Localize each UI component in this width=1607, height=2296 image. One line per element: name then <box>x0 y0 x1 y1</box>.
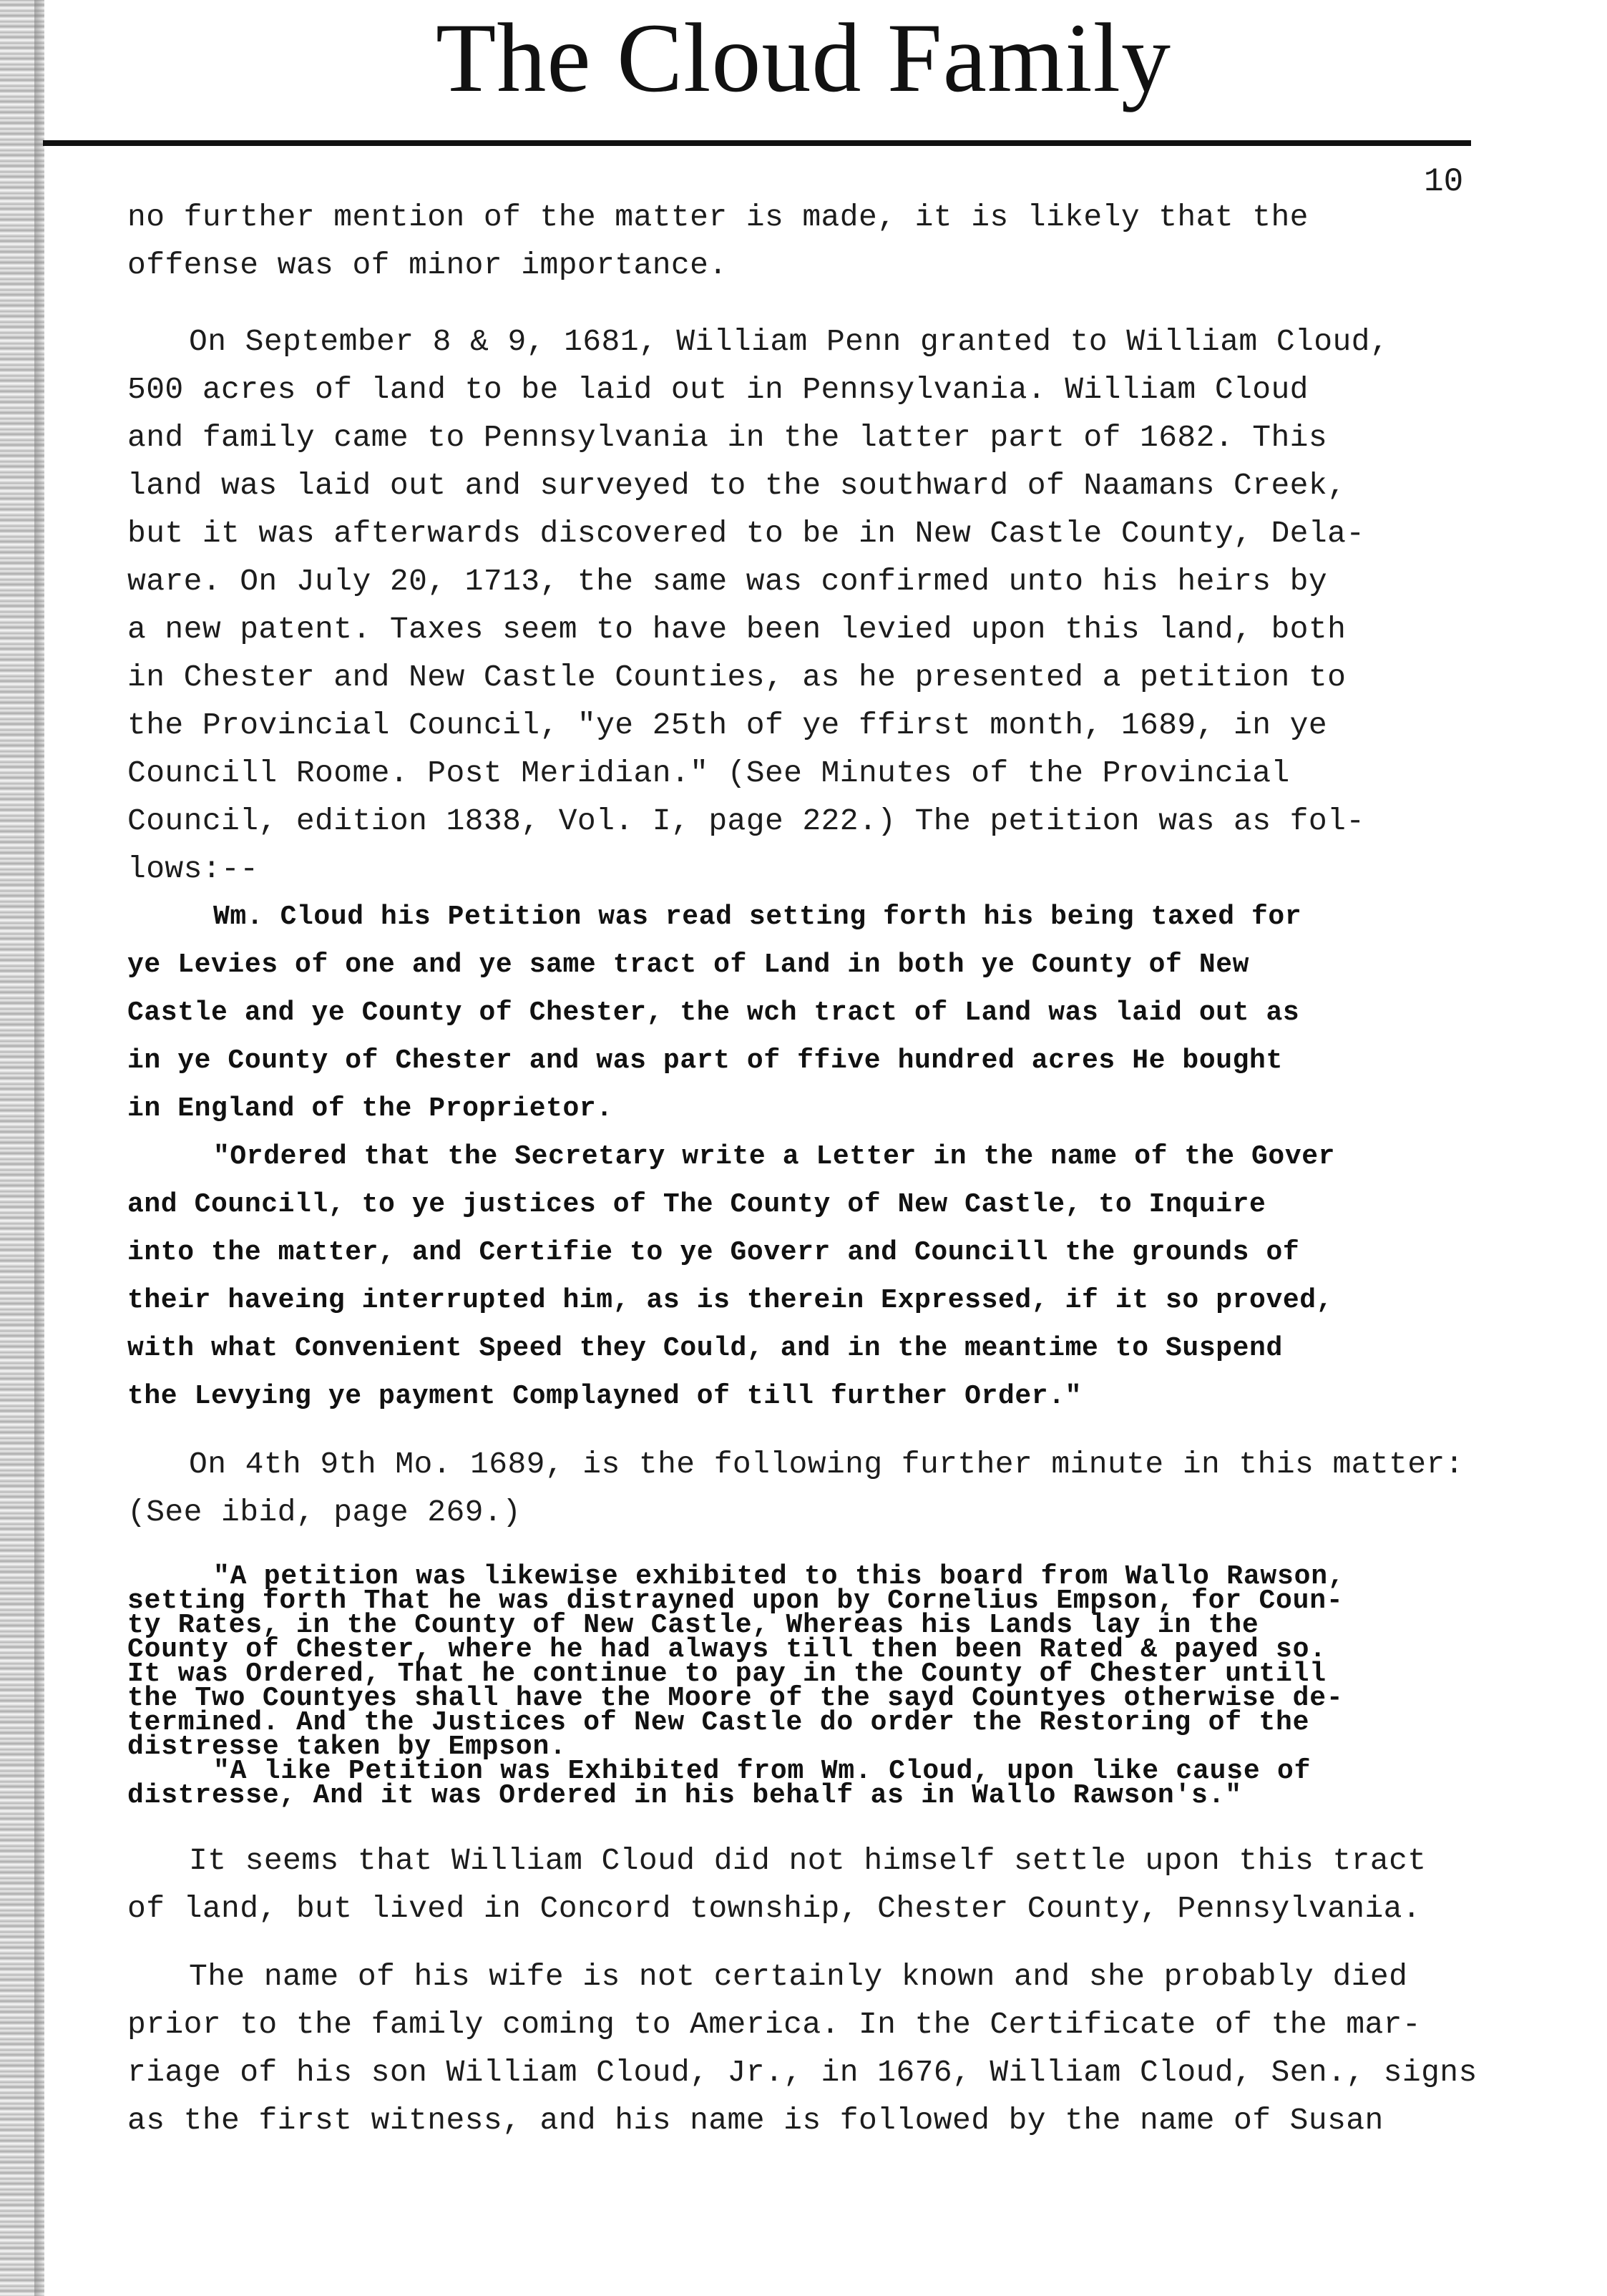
text-line: prior to the family coming to America. In the Certificate of the mar- <box>127 2007 1422 2042</box>
text-line: 500 acres of land to be laid out in Pennsylvania. William Cloud <box>127 372 1309 407</box>
text-line: a new patent. Taxes seem to have been levied upon this land, both <box>127 612 1347 647</box>
text-line: the Two Countyes shall have the Moore of the sayd Countyes otherwise de- <box>127 1683 1344 1714</box>
paragraph-settlement <box>127 1837 1494 1933</box>
spacer <box>127 1808 1494 1837</box>
paragraph-wife <box>127 1953 1494 2144</box>
spacer <box>127 1933 1494 1953</box>
text-line: Council, edition 1838, Vol. I, page 222.) The petition was as fol- <box>127 803 1365 839</box>
text-line: Castle and ye County of Chester, the wch tract of Land was laid out as <box>127 997 1300 1028</box>
text-line: setting forth That he was distrayned upon by Cornelius Empson, for Coun- <box>127 1586 1344 1616</box>
text-line: Councill Roome. Post Meridian." (See Minutes of the Provincial <box>127 756 1290 791</box>
text-line: the Provincial Council, "ye 25th of ye ffirst month, 1689, in ye <box>127 708 1328 743</box>
text-line: On 4th 9th Mo. 1689, is the following further minute in this matter: <box>189 1447 1464 1482</box>
text-line: and family came to Pennsylvania in the latter part of 1682. This <box>127 420 1328 455</box>
paragraph-further-minute <box>127 1440 1494 1536</box>
text-line: termined. And the Justices of New Castle do order the Restoring of the <box>127 1707 1310 1738</box>
text-line: ye Levies of one and ye same tract of Land in both ye County of New <box>127 949 1250 980</box>
text-line: in Chester and New Castle Counties, as he presented a petition to <box>127 660 1347 695</box>
page-title: The Cloud Family <box>436 3 1171 112</box>
text-line: lows:-- <box>127 851 259 886</box>
page-number: 10 <box>1424 163 1464 200</box>
text-line: no further mention of the matter is made, it is likely that the <box>127 200 1309 235</box>
spacer <box>127 1536 1494 1565</box>
text-line: ty Rates, in the County of New Castle, Whereas his Lands lay in the <box>127 1610 1259 1641</box>
text-line: their haveing interrupted him, as is therein Expressed, if it so proved, <box>127 1285 1334 1316</box>
page-header <box>0 0 1607 150</box>
text-line: ware. On July 20, 1713, the same was confirmed unto his heirs by <box>127 564 1328 599</box>
text-line: and Councill, to ye justices of The County of New Castle, to Inquire <box>127 1189 1266 1220</box>
quote-rawson-petition <box>127 1561 1494 1811</box>
text-line: (See ibid, page 269.) <box>127 1495 522 1530</box>
paragraph-continuation <box>127 193 1494 289</box>
text-line: The name of his wife is not certainly known and she probably died <box>189 1959 1408 1994</box>
page-body <box>127 193 1494 2144</box>
scan-edge-shadow <box>0 0 44 2296</box>
spacer <box>127 1420 1494 1440</box>
text-line: distresse taken by Empson. <box>127 1731 567 1762</box>
header-rule <box>43 140 1471 146</box>
quote-petition <box>127 893 1494 1133</box>
paragraph-land-grant <box>127 318 1494 893</box>
text-line: in England of the Proprietor. <box>127 1093 613 1124</box>
text-line: but it was afterwards discovered to be in New Castle County, Dela- <box>127 516 1365 551</box>
text-line: the Levying ye payment Complayned of till further Order." <box>127 1381 1083 1412</box>
text-line: County of Chester, where he had always till then been Rated & payed so. <box>127 1634 1327 1665</box>
text-line: of land, but lived in Concord township, Chester County, Pennsylvania. <box>127 1891 1422 1926</box>
text-line: into the matter, and Certifie to ye Goverr and Councill the grounds of <box>127 1237 1300 1268</box>
text-line: distresse, And it was Ordered in his behalf as in Wallo Rawson's." <box>127 1780 1242 1811</box>
text-line: "A like Petition was Exhibited from Wm. Cloud, upon like cause of <box>213 1756 1312 1787</box>
text-line: land was laid out and surveyed to the southward of Naamans Creek, <box>127 468 1347 503</box>
text-line: as the first witness, and his name is followed by the name of Susan <box>127 2103 1384 2138</box>
spacer <box>127 289 1494 318</box>
text-line: "A petition was likewise exhibited to this board from Wallo Rawson, <box>213 1561 1345 1592</box>
text-line: On September 8 & 9, 1681, William Penn granted to William Cloud, <box>189 324 1389 359</box>
text-line: It seems that William Cloud did not himself settle upon this tract <box>189 1843 1427 1878</box>
quote-order <box>127 1133 1494 1420</box>
text-line: "Ordered that the Secretary write a Letter in the name of the Gover <box>213 1141 1336 1172</box>
text-line: with what Convenient Speed they Could, and in the meantime to Suspend <box>127 1333 1283 1364</box>
text-line: offense was of minor importance. <box>127 248 728 283</box>
text-line: Wm. Cloud his Petition was read setting forth his being taxed for <box>213 902 1302 932</box>
text-line: riage of his son William Cloud, Jr., in 1676, William Cloud, Sen., signs <box>127 2055 1477 2090</box>
text-line: in ye County of Chester and was part of ffive hundred acres He bought <box>127 1045 1283 1076</box>
text-line: It was Ordered, That he continue to pay in the County of Chester untill <box>127 1659 1327 1689</box>
